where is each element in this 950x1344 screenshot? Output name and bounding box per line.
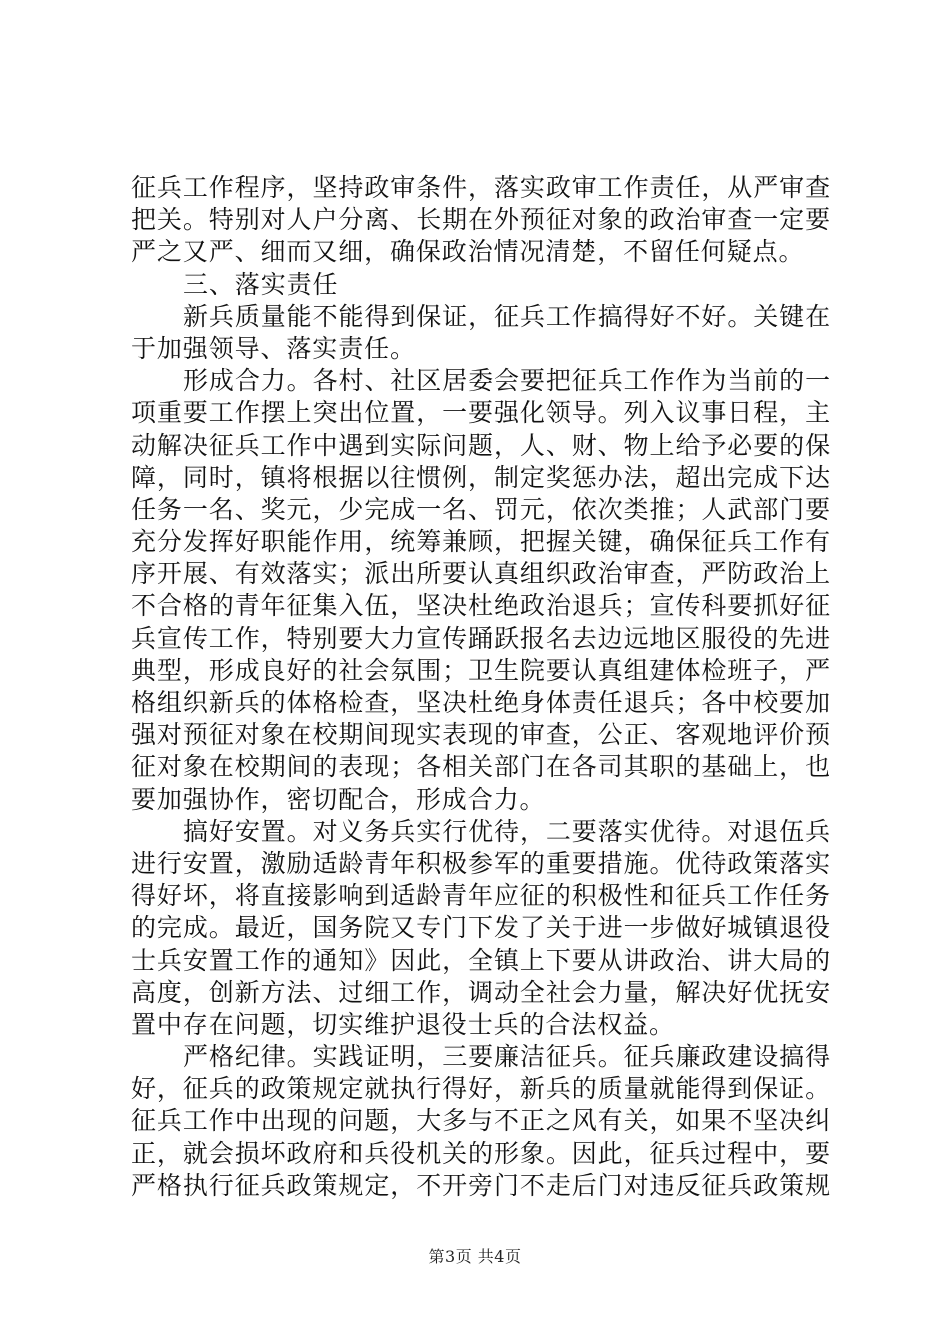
text-line: 动解决征兵工作中遇到实际问题，人、财、物上给予必要的保 [131,430,831,460]
text-line: 士兵安置工作的通知》因此，全镇上下要从讲政治、讲大局的 [131,945,831,975]
text-line: 不合格的青年征集入伍，坚决杜绝政治退兵；宣传科要抓好征 [131,591,831,621]
text-line: 典型，形成良好的社会氛围；卫生院要认真组建体检班子，严 [131,655,831,685]
text-line: 的完成。最近，国务院又专门下发了关于进一步做好城镇退役 [131,913,831,943]
text-line: 把关。特别对人户分离、长期在外预征对象的政治审查一定要 [131,205,831,235]
text-line: 于加强领导、落实责任。 [131,333,416,363]
text-line: 充分发挥好职能作用，统筹兼顾，把握关键，确保征兵工作有 [131,527,831,557]
text-line: 征对象在校期间的表现；各相关部门在各司其职的基础上，也 [131,752,831,782]
text-line: 严之又严、细而又细，确保政治情况清楚，不留任何疑点。 [131,237,805,267]
text-line: 好，征兵的政策规定就执行得好，新兵的质量就能得到保证。 [131,1074,831,1104]
page-footer: 第3页 共4页 [428,1247,522,1266]
paragraph-first-line: 严格纪律。实践证明，三要廉洁征兵。征兵廉政建设搞得 [183,1042,831,1072]
text-line: 高度，创新方法、过细工作，调动全社会力量，解决好优抚安 [131,977,831,1007]
text-line: 障，同时，镇将根据以往惯例，制定奖惩办法，超出完成下达 [131,462,831,492]
paragraph-first-line: 形成合力。各村、社区居委会要把征兵工作作为当前的一 [183,366,831,396]
paragraph-first-line: 新兵质量能不能得到保证，征兵工作搞得好不好。关键在 [183,301,831,331]
text-line: 兵宣传工作，特别要大力宣传踊跃报名去边远地区服役的先进 [131,623,831,653]
paragraph-first-line: 三、落实责任 [183,269,339,299]
text-line: 置中存在问题，切实维护退役士兵的合法权益。 [131,1009,675,1039]
text-line: 序开展、有效落实；派出所要认真组织政治审查，严防政治上 [131,559,831,589]
text-line: 项重要工作摆上突出位置，一要强化领导。列入议事日程，主 [131,398,831,428]
text-line: 要加强协作，密切配合，形成合力。 [131,784,546,814]
text-line: 强对预征对象在校期间现实表现的审查，公正、客观地评价预 [131,720,831,750]
text-line: 格组织新兵的体格检查，坚决杜绝身体责任退兵；各中校要加 [131,688,831,717]
text-line: 征兵工作中出现的问题，大多与不正之风有关，如果不坚决纠 [131,1106,831,1136]
text-line: 严格执行征兵政策规定，不开旁门不走后门对违反征兵政策规 [131,1170,831,1200]
text-line: 进行安置，激励适龄青年积极参军的重要措施。优待政策落实 [131,848,831,878]
text-line: 正，就会损坏政府和兵役机关的形象。因此，征兵过程中，要 [131,1138,831,1168]
text-line: 得好坏，将直接影响到适龄青年应征的积极性和征兵工作任务 [131,881,831,911]
text-line: 任务一名、奖元，少完成一名、罚元，依次类推；人武部门要 [131,494,831,524]
text-line: 征兵工作程序，坚持政审条件，落实政审工作责任，从严审查 [131,173,831,202]
paragraph-first-line: 搞好安置。对义务兵实行优待，二要落实优待。对退伍兵 [183,816,831,846]
document-body [131,172,831,1202]
